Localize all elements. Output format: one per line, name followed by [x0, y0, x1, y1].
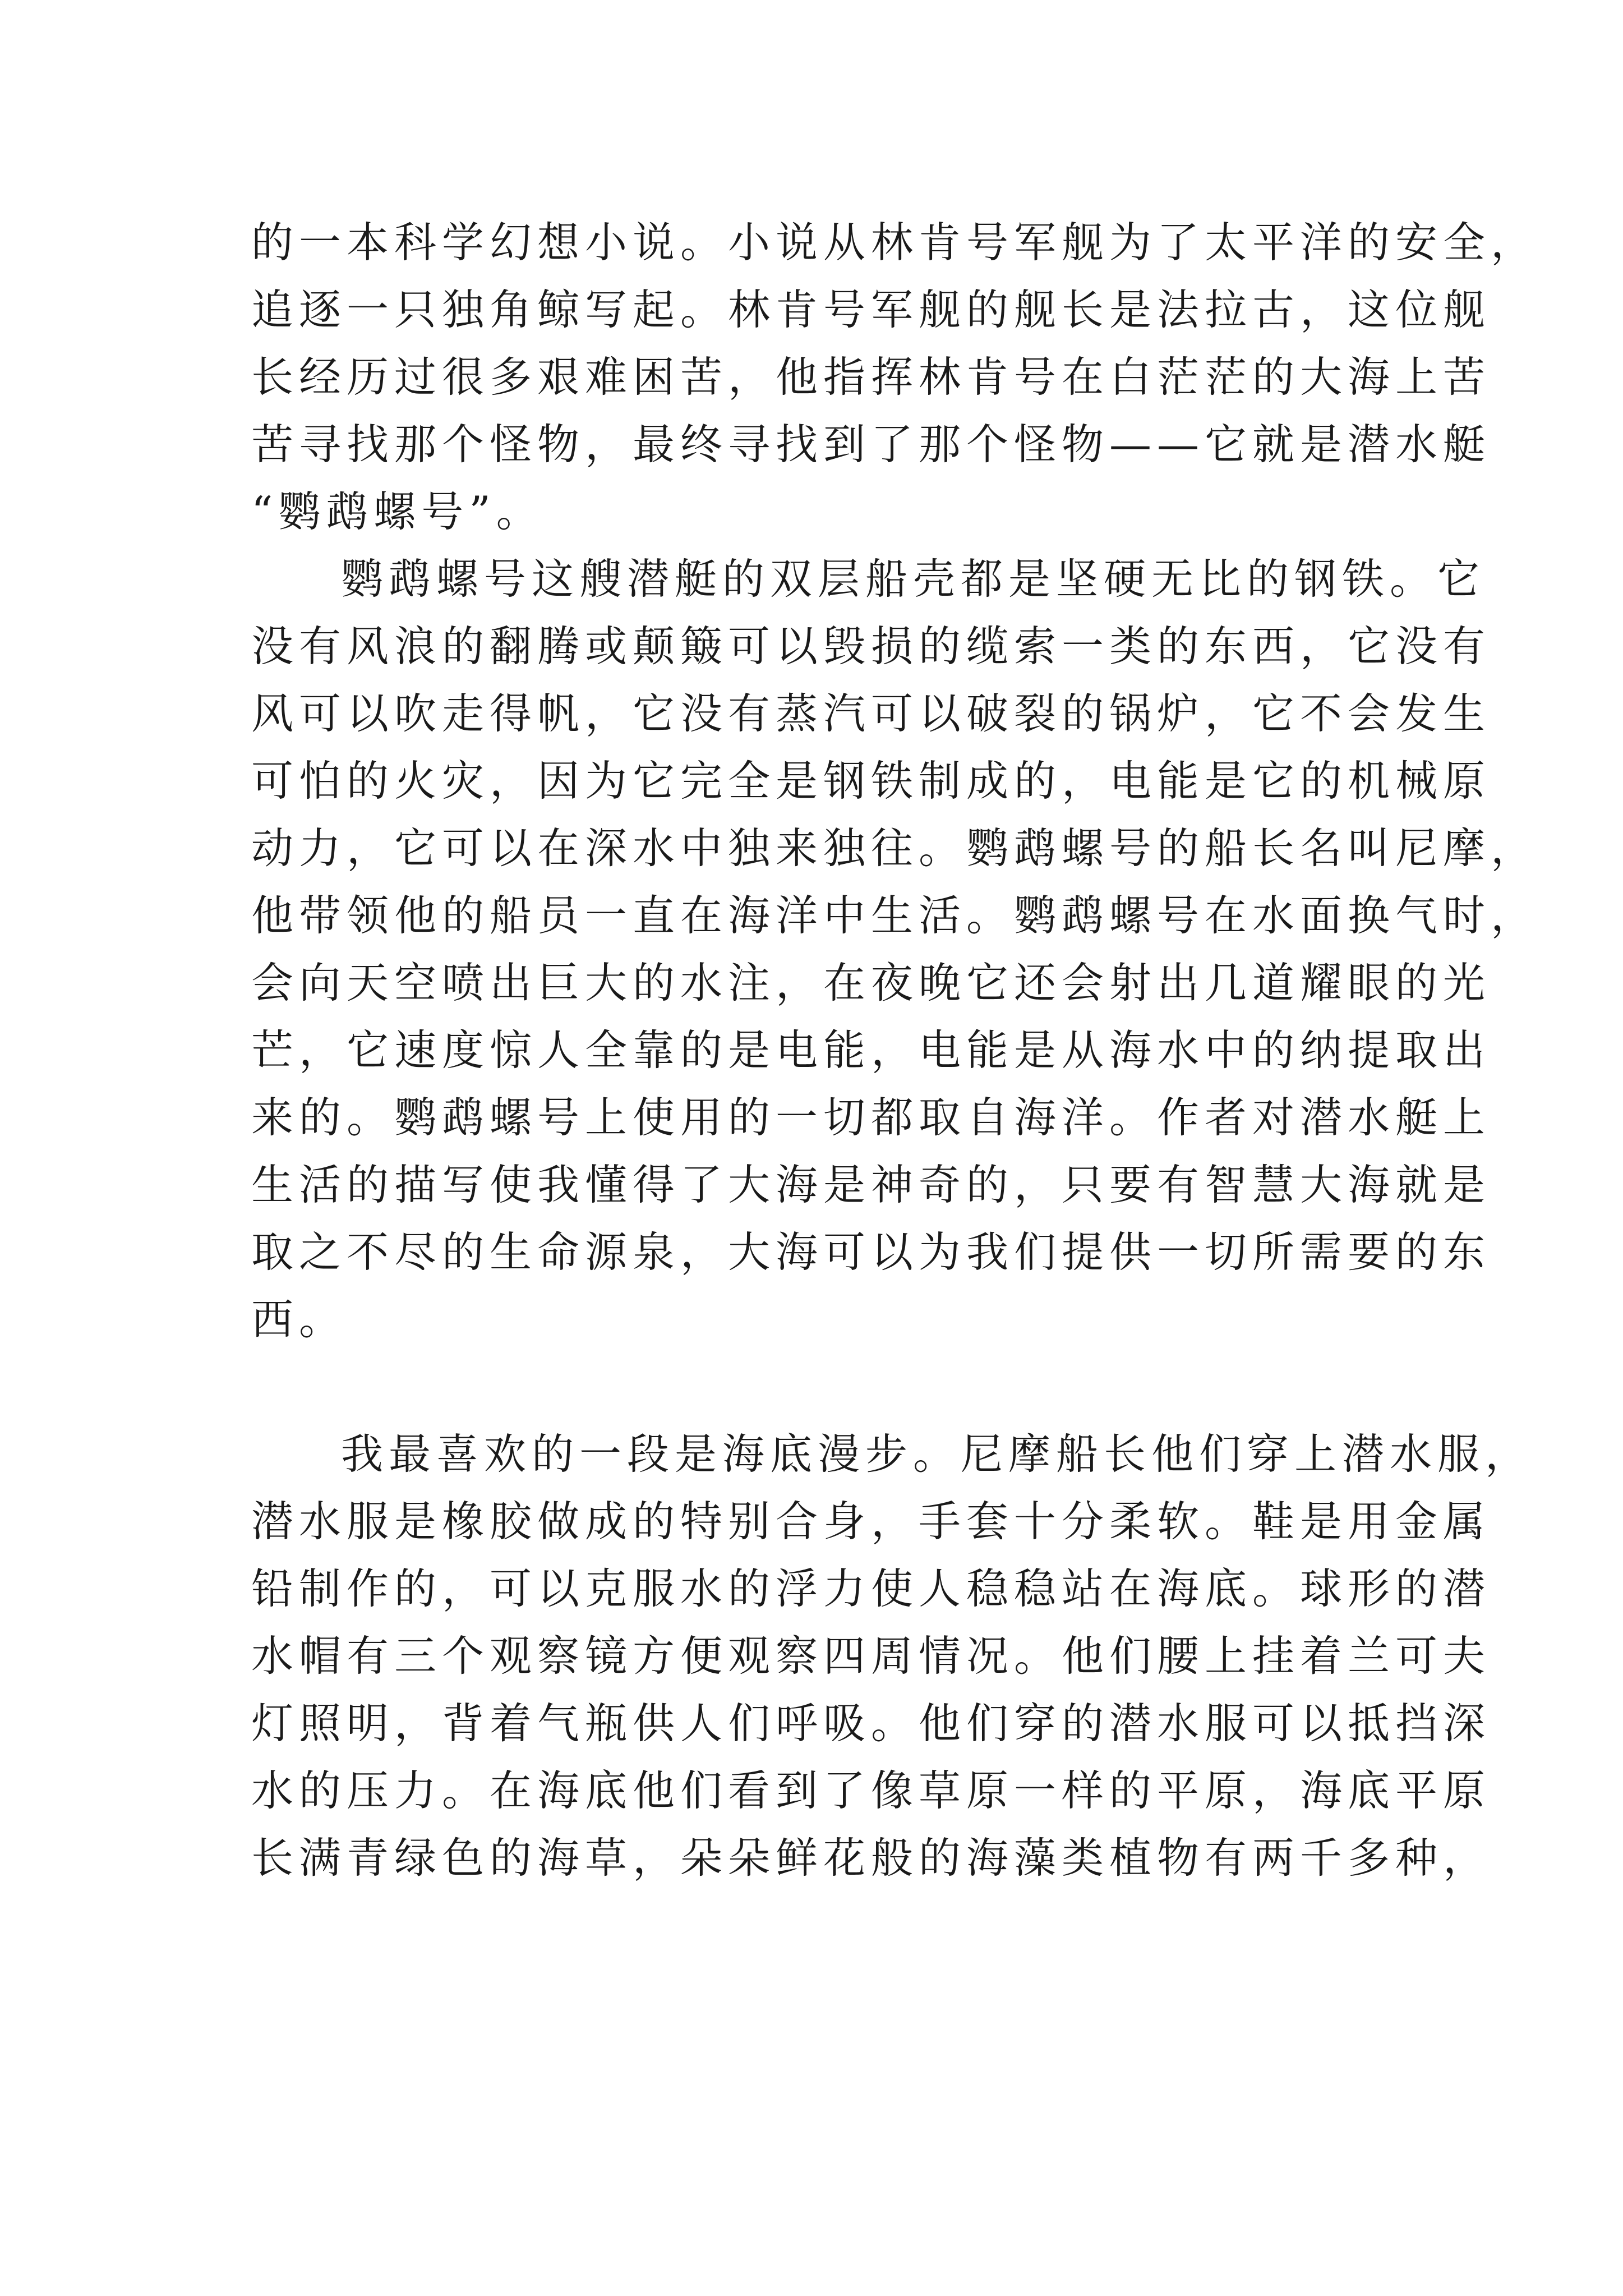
text-line: 会向天空喷出巨大的水注，在夜晚它还会射出几道耀眼的光: [251, 958, 1491, 1007]
text-line: 的一本科学幻想小说。小说从林肯号军舰为了太平洋的安全，: [251, 218, 1539, 267]
text-line: 芒，它速度惊人全靠的是电能，电能是从海水中的纳提取出: [251, 1025, 1491, 1075]
paragraph-3: [251, 1420, 1533, 1892]
text-line: 动力，它可以在深水中独来独往。鹦鹉螺号的船长名叫尼摩，: [251, 823, 1539, 873]
text-line: 灯照明，背着气瓶供人们呼吸。他们穿的潜水服可以抵挡深: [251, 1699, 1491, 1748]
text-line: 取之不尽的生命源泉，大海可以为我们提供一切所需要的东: [251, 1227, 1491, 1277]
paragraph-2: [251, 545, 1539, 1420]
text-line: 我最喜欢的一段是海底漫步。尼摩船长他们穿上潜水服，: [341, 1429, 1533, 1479]
text-line: 鹦鹉螺号这艘潜艇的双层船壳都是坚硬无比的钢铁。它: [341, 554, 1486, 604]
text-line: 铅制作的，可以克服水的浮力使人稳稳站在海底。球形的潜: [251, 1564, 1491, 1613]
text-line: 可怕的火灾，因为它完全是钢铁制成的，电能是它的机械原: [251, 756, 1491, 806]
text-line: 潜水服是橡胶做成的特别合身，手套十分柔软。鞋是用金属: [251, 1497, 1491, 1546]
text-line: 追逐一只独角鲸写起。林肯号军舰的舰长是法拉古，这位舰: [251, 285, 1491, 334]
paragraph-1: [251, 209, 1539, 545]
text-line: 他带领他的船员一直在海洋中生活。鹦鹉螺号在水面换气时，: [251, 891, 1539, 940]
text-line: 长满青绿色的海草，朵朵鲜花般的海藻类植物有两千多种，: [251, 1833, 1491, 1883]
text-line: 水帽有三个观察镜方便观察四周情况。他们腰上挂着兰可夫: [251, 1631, 1491, 1681]
text-line: 长经历过很多艰难困苦，他指挥林肯号在白茫茫的大海上苦: [251, 352, 1491, 402]
text-line: 风可以吹走得帆，它没有蒸汽可以破裂的锅炉，它不会发生: [251, 689, 1491, 738]
text-line: 水的压力。在海底他们看到了像草原一样的平原，海底平原: [251, 1766, 1491, 1815]
text-line: 没有风浪的翻腾或颠簸可以毁损的缆索一类的东西，它没有: [251, 622, 1491, 671]
text-line: 来的。鹦鹉螺号上使用的一切都取自海洋。作者对潜水艇上: [251, 1093, 1491, 1142]
text-line: [251, 1353, 1474, 1420]
text-line: 西。: [251, 1295, 347, 1344]
body-text: [251, 209, 1539, 1892]
text-line: 生活的描写使我懂得了大海是神奇的，只要有智慧大海就是: [251, 1160, 1491, 1209]
text-line: “鹦鹉螺号”。: [251, 487, 544, 536]
text-line: 苦寻找那个怪物，最终寻找到了那个怪物——它就是潜水艇: [251, 420, 1491, 469]
